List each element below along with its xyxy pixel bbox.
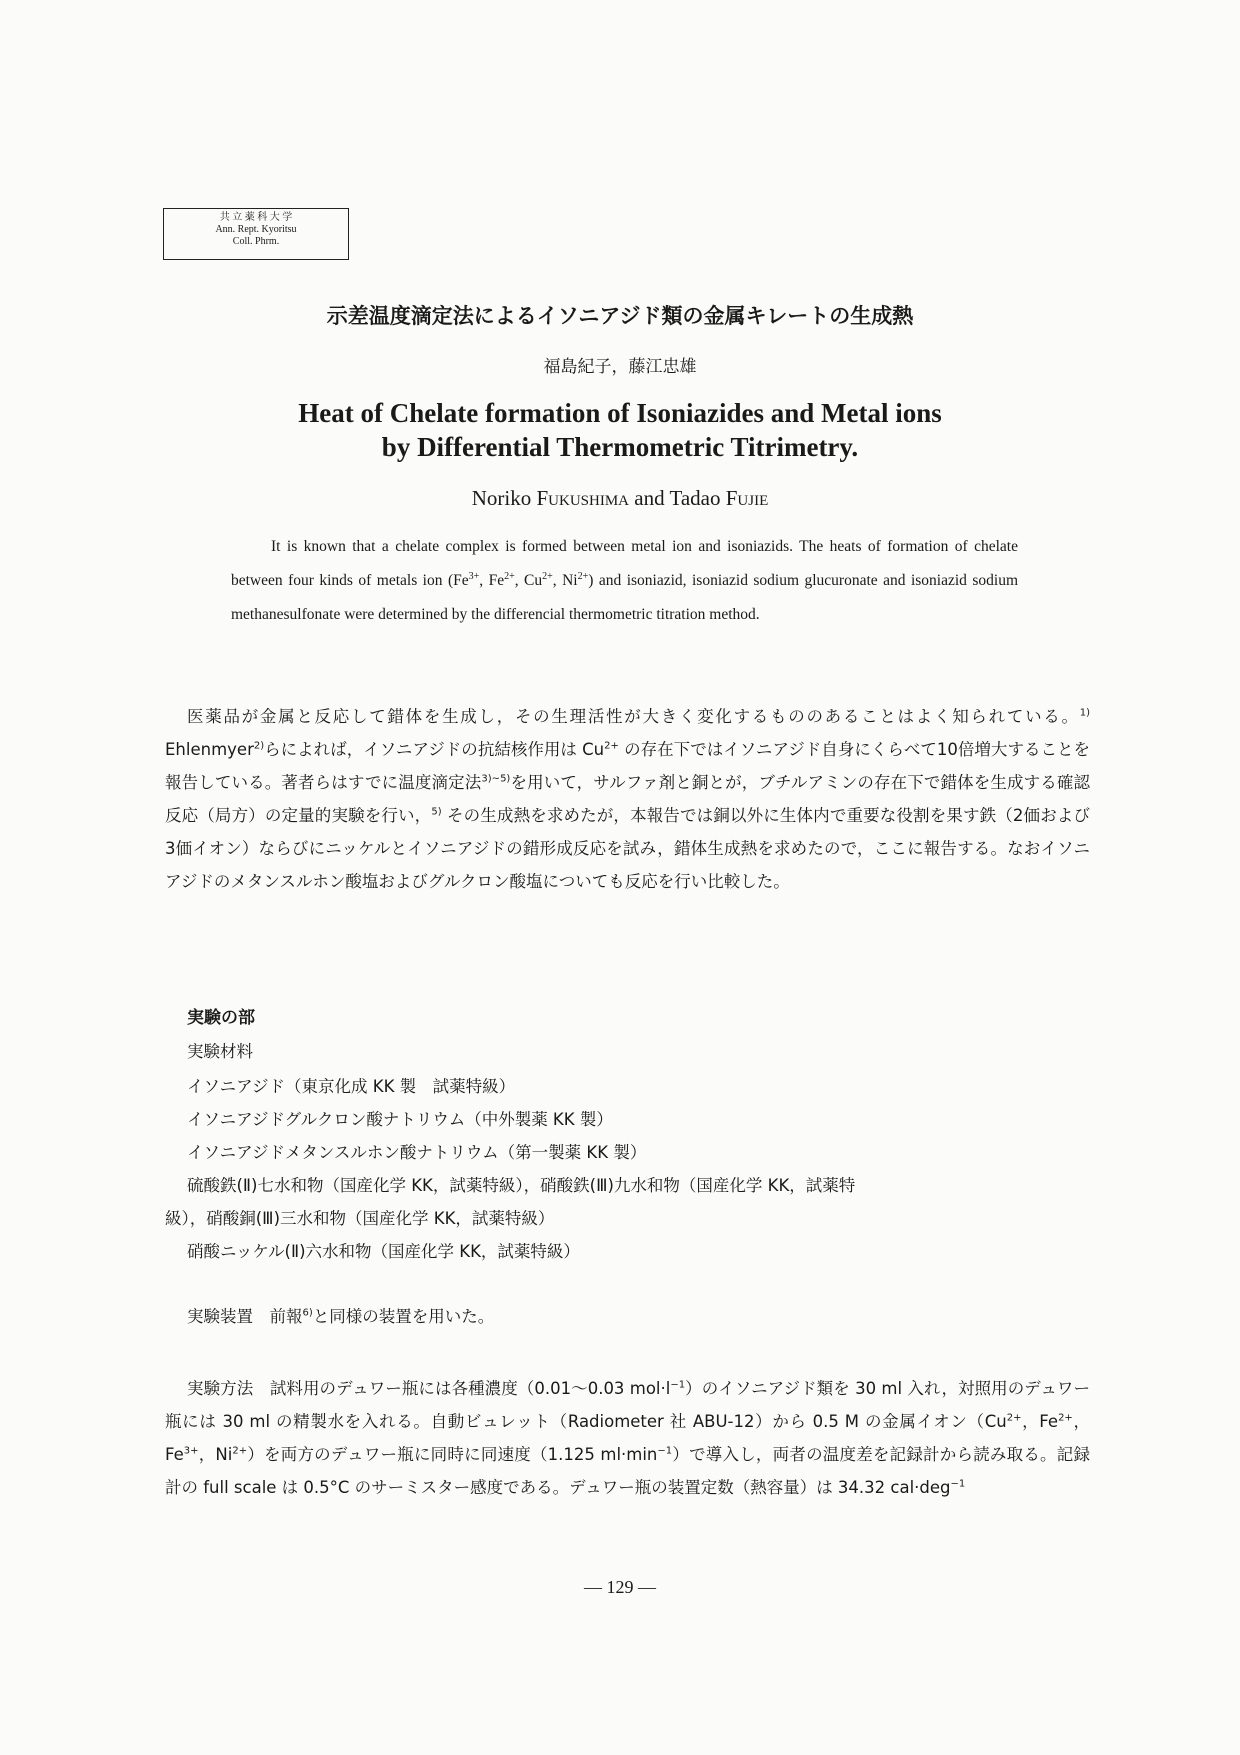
method-sup: 2+: [1058, 1412, 1073, 1424]
method-sup: 2+: [232, 1445, 248, 1457]
author2-given: Tadao: [669, 486, 721, 510]
method-sup: 3+: [183, 1445, 199, 1457]
method-text: ）で導入し，両者の温度差を記録計から読み取る。記録計の full scale は 0.5°C のサーミスター感度である。デュワー瓶の装置定数（熱容量）は 34.32 cal·deg: [165, 1445, 1090, 1497]
author1-family: Fukushima: [536, 486, 630, 510]
page-number: — 129 —: [584, 1577, 656, 1597]
reagents-line2: 級），硝酸銅(Ⅲ)三水和物（国産化学 KK，試薬特級）: [165, 1209, 555, 1228]
method-text: ）のイソニアジド類を 30 ml 入れ，対照用のデュワー瓶には 30 ml の精製水を入れる。自動ビュレット（Radiometer 社 ABU-12）から 0.5 M の金属イオン（Cu: [165, 1379, 1090, 1431]
intro-text: 医薬品が金属と反応して錯体を生成し，その生理活性が大きく変化するもののあることはよく知られている。: [187, 707, 1080, 726]
citation: 1): [1079, 707, 1090, 719]
citation: 6): [302, 1307, 313, 1319]
journal-label-line2: Ann. Rept. Kyoritsu: [215, 224, 297, 235]
abstract: [231, 530, 1018, 632]
intro-text: の存在下ではイソニアジド自身にくらべて10倍増大することを報告している。著者らはすでに温度滴定法: [165, 740, 1090, 792]
method-text: 実験方法 試料用のデュワー瓶には各種濃度（0.01～0.03 mol·l: [187, 1379, 671, 1398]
journal-label-line3: Coll. Phrm.: [232, 236, 280, 247]
citation: 5): [431, 806, 442, 818]
abstract-sup: 2+: [542, 570, 553, 582]
intro-sup: 2+: [604, 740, 619, 752]
introduction-paragraph: [165, 700, 1090, 898]
intro-text: その生成熱を求めたが，本報告では銅以外に生体内で重要な役割を果す鉄（2価および3価イオン）ならびにニッケルとイソニアジドの錯形成反応を試み，錯体生成熱を求めたので，ここに報告する。なおイソニアジドのメタンスルホン酸塩およびグルクロン酸塩についても反応を行い比較した。: [165, 806, 1090, 891]
citation: 2): [253, 740, 265, 752]
section-heading-experimental: 実験の部: [187, 1008, 255, 1028]
material-item: イソニアジドグルクロン酸ナトリウム（中外製薬 KK 製）: [187, 1110, 613, 1129]
method-text: ，Fe: [1021, 1412, 1059, 1431]
apparatus-line: [187, 1303, 494, 1327]
abstract-text: , Fe: [479, 572, 505, 589]
english-title: [0, 396, 1240, 464]
english-title-line2: by Differential Thermometric Titrimetry.: [381, 432, 859, 462]
apparatus-text: と同様の装置を用いた。: [312, 1307, 495, 1326]
material-item: イソニアジドメタンスルホン酸ナトリウム（第一製薬 KK 製）: [187, 1143, 647, 1162]
english-authors: [0, 486, 1240, 511]
method-paragraph: [165, 1372, 1090, 1504]
journal-label-line1: 共 立 薬 科 大 学: [219, 212, 293, 223]
japanese-authors: 福島紀子，藤江忠雄: [543, 357, 697, 377]
method-text: ，Fe: [165, 1412, 1090, 1464]
intro-text: Ehlenmyer: [165, 740, 254, 759]
abstract-text: , Ni: [552, 572, 578, 589]
abstract-text: , Cu: [514, 572, 543, 589]
method-text: ）を両方のデュワー瓶に同時に同速度（1.125 ml·min: [247, 1445, 658, 1464]
abstract-text: ) and isoniazid, isoniazid sodium glucuronate and isoniazid sodium methanesulfonate were determined by the differencial thermometric titration method.: [231, 572, 1018, 623]
apparatus-text: 実験装置 前報: [187, 1307, 303, 1326]
abstract-sup: 3+: [468, 570, 480, 582]
author1-given: Noriko: [471, 486, 532, 510]
method-sup: −1: [657, 1445, 673, 1457]
journal-label-box: [163, 208, 349, 260]
abstract-text: It is known that a chelate complex is formed between metal ion and isoniazids. The heats of formation of chelate between four kinds of metals ion (Fe: [231, 538, 1018, 589]
citation: 3)~5): [481, 773, 511, 785]
method-sup: −1: [670, 1379, 686, 1391]
japanese-title: 示差温度滴定法によるイソニアジド類の金属キレートの生成熱: [326, 304, 914, 328]
reagents-line1: 硫酸鉄(Ⅱ)七水和物（国産化学 KK，試薬特級），硝酸鉄(Ⅲ)九水和物（国産化学 KK，試薬特: [187, 1176, 856, 1195]
author-conjunction: and: [634, 486, 665, 510]
method-sup: 2+: [1006, 1412, 1022, 1424]
method-sup: −1: [950, 1478, 966, 1490]
reagents-line3: 硝酸ニッケル(Ⅱ)六水和物（国産化学 KK，試薬特級）: [187, 1242, 580, 1261]
abstract-sup: 2+: [577, 570, 589, 582]
english-title-line1: Heat of Chelate formation of Isoniazides and Metal ions: [298, 398, 942, 428]
author2-family: Fujie: [725, 486, 769, 510]
materials-heading: 実験材料: [187, 1042, 253, 1061]
material-item: イソニアジド（東京化成 KK 製 試薬特級）: [187, 1077, 516, 1096]
method-text: ，Ni: [198, 1445, 233, 1464]
intro-text: らによれば，イソニアジドの抗結核作用は Cu: [264, 740, 605, 759]
abstract-sup: 2+: [504, 570, 515, 582]
intro-text: を用いて，サルファ剤と銅とが，ブチルアミンの存在下で錯体を生成する確認反応（局方）の定量的実験を行い，: [165, 773, 1090, 825]
